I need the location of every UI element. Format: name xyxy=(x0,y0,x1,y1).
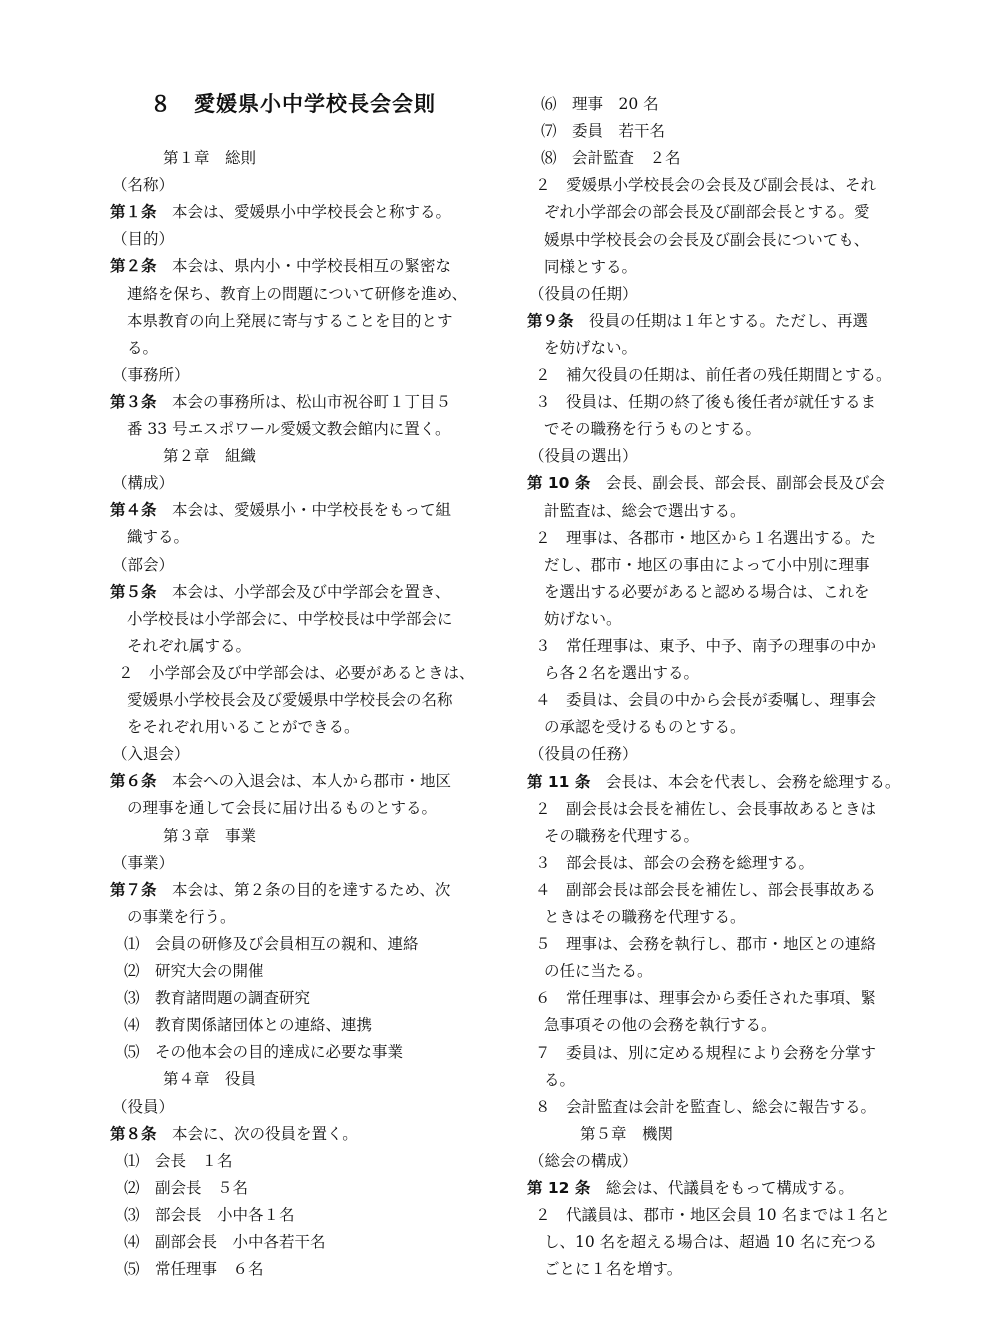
list-item: ⑵ 研究大会の開催 xyxy=(124,962,264,980)
article-text: 本会は、愛媛県小中学校長会と称する。 xyxy=(156,203,452,222)
text-line: ３ 常任理事は、東予、中予、南予の理事の中か xyxy=(535,637,877,655)
chapter-heading: 第４章 役員 xyxy=(163,1070,257,1089)
list-item: ⑹ 理事 20 名 xyxy=(541,95,659,113)
text-line: ６ 常任理事は、理事会から委任された事項、緊 xyxy=(535,989,877,1008)
section-label: （役員の選出） xyxy=(529,447,638,466)
article-line xyxy=(527,311,868,331)
section-label: （目的） xyxy=(112,230,175,249)
text-line: を妨げない。 xyxy=(544,338,638,357)
list-item: ⑶ 教育諸問題の調査研究 xyxy=(124,989,311,1008)
list-item: ⑴ 会長 １名 xyxy=(124,1151,233,1170)
text-line: ３ 役員は、任期の終了後も後任者が就任するま xyxy=(535,393,877,412)
list-item: ⑷ 副部会長 小中各若干名 xyxy=(124,1233,326,1251)
text-line: ２ 補欠役員の任期は、前任者の残任期間とする。 xyxy=(535,366,892,384)
article-text: 本会は、第２条の目的を達するため、次 xyxy=(156,880,451,899)
text-line: ５ 理事は、会務を執行し、郡市・地区との連絡 xyxy=(535,935,877,954)
section-label: （部会） xyxy=(112,555,175,574)
section-label: （役員） xyxy=(112,1097,175,1116)
text-line: の承認を受けるものとする。 xyxy=(544,718,746,737)
article-number: 第６条 xyxy=(110,772,157,791)
article-number: 第 11 条 xyxy=(527,772,591,791)
text-line: し、10 名を超える場合は、超過 10 名に充つる xyxy=(544,1233,878,1252)
text-line: 織する。 xyxy=(127,528,190,547)
text-line: ２ 副会長は会長を補佐し、会長事故あるときは xyxy=(535,799,877,818)
article-text: 本会は、小学部会及び中学部会を置き、 xyxy=(156,582,451,601)
article-text: 本会に、次の役員を置く。 xyxy=(156,1124,358,1143)
section-label: （総会の構成） xyxy=(529,1151,638,1170)
article-line xyxy=(110,392,451,412)
text-line: ４ 委員は、会員の中から会長が委嘱し、理事会 xyxy=(535,691,877,710)
text-line: の理事を通して会長に届け出るものとする。 xyxy=(127,799,438,818)
text-line: 愛媛県小学校長会及び愛媛県中学校長会の名称 xyxy=(127,691,453,709)
article-line xyxy=(110,500,451,520)
article-line xyxy=(110,880,450,900)
text-line: ２ 小学部会及び中学部会は、必要があるときは、 xyxy=(118,663,475,682)
text-line: 小学校長は小学部会に、中学校長は中学部会に xyxy=(127,609,453,628)
section-label: （事務所） xyxy=(112,365,190,384)
article-number: 第 12 条 xyxy=(527,1179,591,1197)
article-text: 本会は、愛媛県小・中学校長をもって組 xyxy=(156,501,452,520)
article-text: 会長は、本会を代表し、会務を総理する。 xyxy=(590,772,901,791)
chapter-heading: 第３章 事業 xyxy=(163,826,257,845)
section-label: （事業） xyxy=(112,853,175,872)
text-line: その職務を代理する。 xyxy=(544,826,700,845)
text-line: 媛県中学校長会の会長及び副会長についても、 xyxy=(544,230,870,249)
text-line: それぞれ属する。 xyxy=(127,636,252,655)
article-number: 第９条 xyxy=(527,311,574,330)
article-text: 本会への入退会は、本人から郡市・地区 xyxy=(156,772,452,791)
article-line xyxy=(527,1178,854,1198)
article-text: 会長、副会長、部会長、副部会長及び会 xyxy=(590,474,885,493)
text-line: の事業を行う。 xyxy=(127,907,236,926)
article-number: 第７条 xyxy=(110,880,157,899)
chapter-heading: 第１章 総則 xyxy=(163,149,257,167)
text-line: だし、郡市・地区の事由によって小中別に理事 xyxy=(544,555,870,574)
text-line: 計監査は、総会で選出する。 xyxy=(544,501,746,520)
list-item: ⑴ 会員の研修及び会員相互の親和、連絡 xyxy=(124,934,419,953)
text-line: ２ 理事は、各郡市・地区から１名選出する。た xyxy=(535,528,877,547)
article-line xyxy=(527,473,885,493)
text-line: 連絡を保ち、教育上の問題について研修を進め、 xyxy=(127,284,468,303)
document-title: ８ 愛媛県小中学校長会会則 xyxy=(150,92,436,116)
list-item: ⑵ 副会長 ５名 xyxy=(124,1178,249,1197)
text-line: をそれぞれ用いることができる。 xyxy=(127,718,360,737)
article-line xyxy=(110,582,450,602)
text-line: ２ 代議員は、郡市・地区会員 10 名までは１名と xyxy=(535,1206,891,1225)
article-number: 第８条 xyxy=(110,1124,157,1143)
article-number: 第３条 xyxy=(110,392,157,411)
article-line xyxy=(110,771,451,791)
list-item: ⑺ 委員 若干名 xyxy=(541,122,666,141)
text-line: ８ 会計監査は会計を監査し、総会に報告する。 xyxy=(535,1097,877,1116)
article-text: 本会の事務所は、松山市祝谷町１丁目５ xyxy=(156,392,452,411)
text-line: でその職務を行うものとする。 xyxy=(544,420,762,439)
text-line: の任に当たる。 xyxy=(544,962,653,981)
article-line xyxy=(110,202,451,222)
text-line: ごとに１名を増す。 xyxy=(544,1260,683,1279)
article-number: 第１条 xyxy=(110,203,157,222)
section-label: （入退会） xyxy=(112,745,190,764)
list-item: ⑻ 会計監査 ２名 xyxy=(541,149,681,168)
list-item: ⑶ 部会長 小中各１名 xyxy=(124,1205,295,1224)
text-line: ときはその職務を代理する。 xyxy=(544,908,746,926)
article-number: 第５条 xyxy=(110,582,157,601)
chapter-heading: 第２章 組織 xyxy=(163,447,257,466)
text-line: ２ 愛媛県小学校長会の会長及び副会長は、それ xyxy=(535,176,877,195)
text-line: 急事項その他の会務を執行する。 xyxy=(544,1016,777,1035)
list-item: ⑸ 常任理事 ６名 xyxy=(124,1260,264,1279)
chapter-heading: 第５章 機関 xyxy=(580,1124,674,1143)
section-label: （役員の任務） xyxy=(529,745,638,764)
article-text: 総会は、代議員をもって構成する。 xyxy=(590,1179,854,1197)
text-line: る。 xyxy=(127,338,159,357)
text-line: を選出する必要があると認める場合は、これを xyxy=(544,582,870,601)
text-line: ４ 副部会長は部会長を補佐し、部会長事故ある xyxy=(535,880,877,899)
text-line: 妨げない。 xyxy=(544,609,622,628)
text-line: 同様とする。 xyxy=(544,257,638,276)
text-line: 番 33 号エスポワール愛媛文教会館内に置く。 xyxy=(127,420,451,438)
article-line xyxy=(527,772,900,792)
list-item: ⑷ 教育関係諸団体との連絡、連携 xyxy=(124,1016,373,1035)
article-number: 第２条 xyxy=(110,257,157,276)
article-text: 本会は、県内小・中学校長相互の緊密な xyxy=(156,257,452,276)
text-line: る。 xyxy=(544,1070,576,1089)
article-line xyxy=(110,1124,358,1144)
text-line: 本県教育の向上発展に寄与することを目的とす xyxy=(127,311,453,330)
text-line: ら各２名を選出する。 xyxy=(544,664,700,683)
article-number: 第 10 条 xyxy=(527,474,591,493)
article-text: 役員の任期は１年とする。ただし、再選 xyxy=(573,311,869,330)
section-label: （役員の任期） xyxy=(529,284,638,303)
section-label: （構成） xyxy=(112,474,175,493)
section-label: （名称） xyxy=(112,176,175,195)
text-line: ３ 部会長は、部会の会務を総理する。 xyxy=(535,853,815,872)
article-line xyxy=(110,256,451,276)
text-line: ７ 委員は、別に定める規程により会務を分掌す xyxy=(535,1043,877,1062)
article-number: 第４条 xyxy=(110,501,157,520)
list-item: ⑸ その他本会の目的達成に必要な事業 xyxy=(124,1043,404,1062)
text-line: ぞれ小学部会の部会長及び副部会長とする。愛 xyxy=(544,203,870,222)
